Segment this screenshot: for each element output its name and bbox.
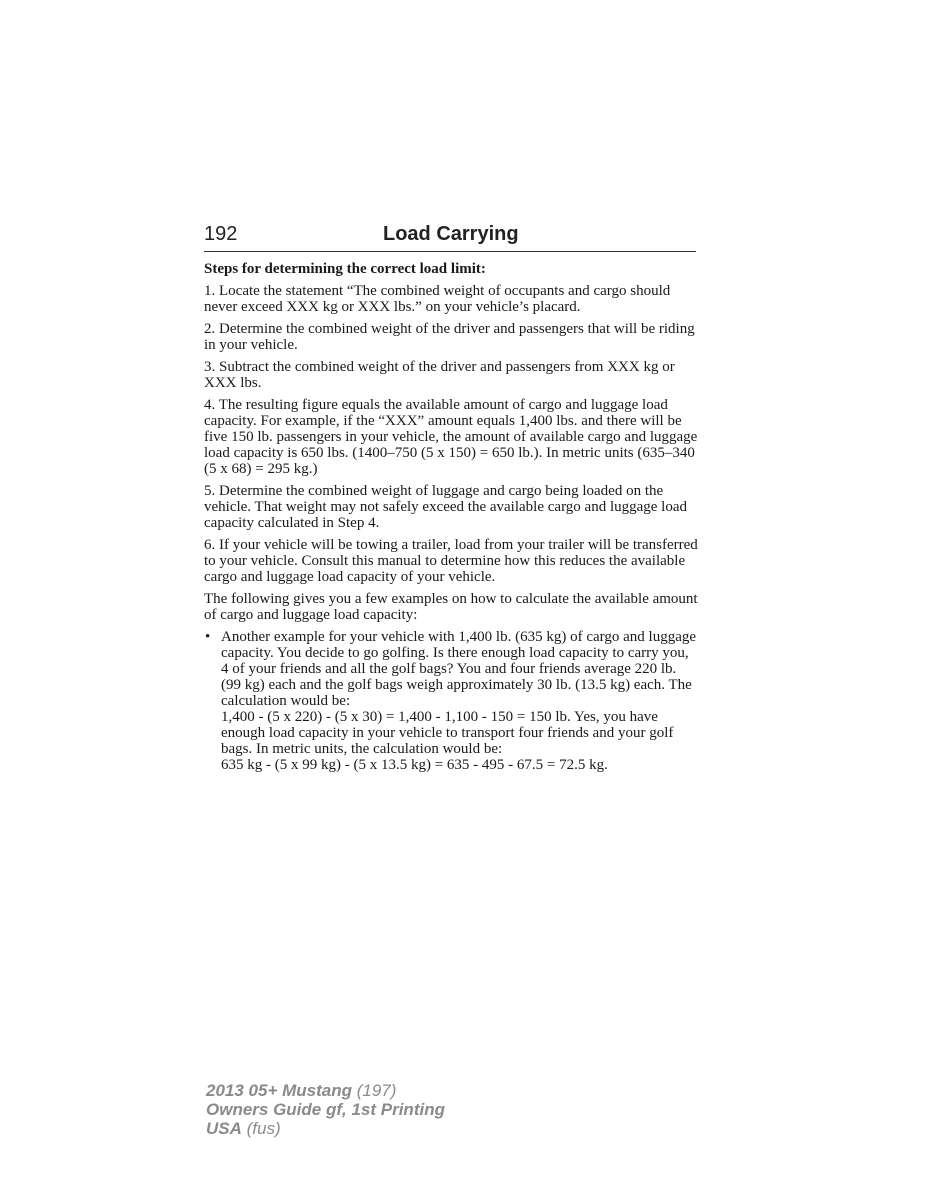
page-number: 192 (204, 223, 238, 245)
section-title: Load Carrying (383, 223, 519, 245)
example-bullet (204, 629, 698, 773)
step-3: 3. Subtract the combined weight of the driver and passengers from XXX kg or XXX lbs. (204, 359, 675, 391)
bullet-text: Another example for your vehicle with 1,400 lb. (635 kg) of cargo and luggage capacity. You decide to go golfing. Is there enough load capacity to carry you, 4 of your friends and all the golf bags? You and four friends average 220 lb. (99 kg) each and the golf bags weigh approximately 30 lb. (13.5 kg) each. The calculation would be: (221, 629, 697, 709)
examples-intro: The following gives you a few examples on how to calculate the available amount of cargo and luggage load capacity: (204, 591, 698, 623)
footer-line-3 (206, 1119, 445, 1138)
footer-market-code: (fus) (241, 1119, 281, 1138)
step-6: 6. If your vehicle will be towing a trailer, load from your trailer will be transferred to your vehicle. Consult this manual to determine how this reduces the available cargo and luggage load capacity of your vehicle. (204, 537, 698, 585)
main-content (204, 261, 698, 773)
bullet-icon: • (205, 629, 211, 645)
footer-edition: Owners Guide gf, 1st Printing (206, 1100, 445, 1119)
bullet-calc-kg: 635 kg - (5 x 99 kg) - (5 x 13.5 kg) = 635 - 495 - 67.5 = 72.5 kg. (221, 757, 608, 773)
content-heading: Steps for determining the correct load limit: (204, 261, 486, 277)
page-footer (206, 1081, 445, 1138)
footer-line-1 (206, 1081, 445, 1100)
step-5: 5. Determine the combined weight of luggage and cargo being loaded on the vehicle. That weight may not safely exceed the available cargo and luggage load capacity calculated in Step 4. (204, 483, 688, 531)
step-2: 2. Determine the combined weight of the driver and passengers that will be riding in your vehicle. (204, 321, 695, 353)
step-1: 1. Locate the statement “The combined weight of occupants and cargo should never exceed XXX kg or XXX lbs.” on your vehicle’s placard. (204, 283, 671, 315)
step-4: 4. The resulting figure equals the available amount of cargo and luggage load capacity. For example, if the “XXX” amount equals 1,400 lbs. and there will be five 150 lb. passengers in your vehicle, the amount of available cargo and luggage load capacity is 650 lbs. (1400–750 (5 x 150) = 650 lb.). In metric units (635–340 (5 x 68) = 295 kg.) (204, 397, 698, 477)
footer-model: 2013 05+ Mustang (206, 1081, 352, 1100)
page-header (204, 223, 696, 252)
footer-page-ref: (197) (352, 1081, 397, 1100)
footer-line-2 (206, 1100, 445, 1119)
bullet-calc-lb: 1,400 - (5 x 220) - (5 x 30) = 1,400 - 1,100 - 150 = 150 lb. Yes, you have enough load capacity in your vehicle to transport four friends and your golf bags. In metric units, the calculation would be: (221, 709, 674, 757)
footer-market: USA (206, 1119, 242, 1138)
